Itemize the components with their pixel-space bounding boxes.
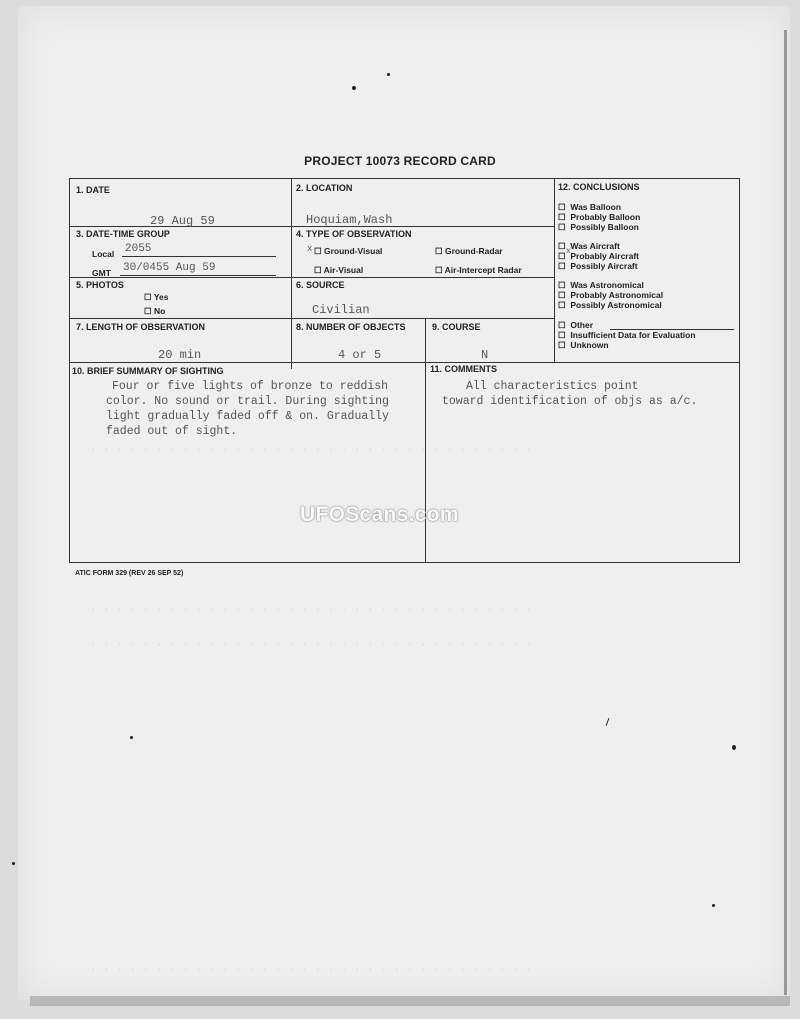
card-title: PROJECT 10073 RECORD CARD [304, 154, 496, 168]
speck [712, 904, 715, 907]
length-value: 20 min [158, 348, 202, 362]
summary-line: light gradually faded off & on. Gradually [106, 410, 389, 423]
summary-label: 10. BRIEF SUMMARY OF SIGHTING [72, 366, 224, 376]
conclusion-probably-balloon[interactable]: ☐ Probably Balloon [558, 212, 641, 222]
location-label: 2. LOCATION [296, 183, 353, 193]
checkbox-icon: ☐ [144, 306, 152, 316]
underline [120, 275, 276, 276]
comments-line: toward identification of objs as a/c. [442, 395, 698, 408]
bleed-through-text: · · · · · · · · · · · · · · · · · · · · · · · · · · · · · · · · · · [90, 445, 533, 457]
divider [554, 179, 555, 362]
divider [70, 277, 554, 278]
checkbox-icon: ☐ [558, 222, 566, 232]
checkbox-icon: ☐ [558, 280, 566, 290]
checkbox-icon: ☐ [558, 202, 566, 212]
photos-yes-checkbox[interactable]: ☐ Yes [144, 292, 169, 302]
bleed-through-text: · · · · · · · · · · · · · · · · · · · · · · · · · · · · · · · · · · [90, 605, 533, 617]
comments-line: All characteristics point [466, 380, 639, 393]
date-label: 1. DATE [76, 185, 110, 195]
conclusion-other[interactable]: ☐ Other [558, 320, 594, 330]
local-time-value: 2055 [125, 243, 152, 255]
type-mark: x [307, 244, 313, 254]
checkbox-icon: ☐ [558, 212, 566, 222]
checkbox-icon: ☐ [558, 320, 566, 330]
divider [70, 362, 739, 363]
local-label: Local [92, 249, 115, 259]
checkbox-icon: ☐ [558, 251, 566, 261]
course-label: 9. COURSE [432, 322, 481, 332]
conclusion-was-astronomical[interactable]: ☐ Was Astronomical [558, 280, 644, 290]
course-value: N [481, 348, 489, 362]
dtg-label: 3. DATE-TIME GROUP [76, 229, 170, 239]
conclusion-insufficient-data[interactable]: ☐ Insufficient Data for Evaluation [558, 330, 696, 340]
bleed-through-text: · · · · · · · · · · · · · · · · · · · · · · · · · · · · · · · · · · [90, 640, 533, 652]
divider [70, 318, 554, 319]
conclusion-unknown[interactable]: ☐ Unknown [558, 340, 609, 350]
checkbox-icon: ☐ [558, 290, 566, 300]
checkbox-icon: ☐ [435, 246, 443, 256]
summary-text [106, 379, 432, 439]
checkbox-icon: ☐ [558, 261, 566, 271]
location-value: Hoquiam,Wash [306, 213, 393, 227]
form-number: ATIC FORM 329 (REV 26 SEP 52) [75, 570, 184, 577]
photos-no-checkbox[interactable]: ☐ No [144, 306, 166, 316]
checkbox-icon: ☐ [144, 292, 152, 302]
checkbox-icon: ☐ [314, 265, 322, 275]
gmt-label: GMT [92, 268, 111, 278]
checkbox-icon: ☐ [558, 241, 566, 251]
bleed-through-text: · · · · · · · · · · · · · · · · · · · · · · · · · · · · · · · · · · [90, 965, 533, 977]
conclusion-possibly-astronomical[interactable]: ☐ Possibly Astronomical [558, 300, 662, 310]
speck [387, 73, 390, 76]
speck [732, 745, 736, 750]
speck [12, 862, 15, 865]
air-intercept-radar-checkbox[interactable]: ☐ Air-Intercept Radar [435, 265, 522, 275]
objects-label: 8. NUMBER OF OBJECTS [296, 322, 406, 332]
checkbox-icon: ☐ [558, 340, 566, 350]
source-value: Civilian [312, 303, 370, 317]
objects-value: 4 or 5 [338, 348, 382, 362]
divider [425, 318, 426, 362]
speck [130, 736, 133, 739]
conclusion-probably-astronomical[interactable]: ☐ Probably Astronomical [558, 290, 664, 300]
conclusion-possibly-balloon[interactable]: ☐ Possibly Balloon [558, 222, 639, 232]
conclusions-label: 12. CONCLUSIONS [558, 182, 640, 192]
comments-label: 11. COMMENTS [430, 364, 498, 374]
conclusion-mark: x [566, 247, 571, 256]
type-observation-label: 4. TYPE OF OBSERVATION [296, 229, 412, 239]
conclusion-possibly-aircraft[interactable]: ☐ Possibly Aircraft [558, 261, 638, 271]
air-visual-checkbox[interactable]: ☐ Air-Visual [314, 265, 364, 275]
summary-line: faded out of sight. [106, 425, 238, 438]
conclusion-probably-aircraft[interactable]: ☐ Probably Aircraft [558, 251, 640, 261]
underline [122, 256, 276, 257]
checkbox-icon: ☐ [558, 300, 566, 310]
checkbox-icon: ☐ [314, 246, 322, 256]
conclusion-was-balloon[interactable]: ☐ Was Balloon [558, 202, 622, 212]
source-label: 6. SOURCE [296, 280, 345, 290]
page-edge-shadow [784, 30, 787, 995]
date-value: 29 Aug 59 [150, 214, 215, 228]
length-label: 7. LENGTH OF OBSERVATION [76, 322, 206, 332]
checkbox-icon: ☐ [558, 330, 566, 340]
comments-text [442, 379, 742, 409]
checkbox-icon: ☐ [435, 265, 443, 275]
ground-visual-checkbox[interactable]: ☐ Ground-Visual [314, 246, 383, 256]
divider [291, 179, 292, 369]
conclusion-was-aircraft[interactable]: ☐ Was Aircraft [558, 241, 620, 251]
photos-label: 5. PHOTOS [76, 280, 124, 290]
watermark: UFOScans.com [300, 503, 459, 526]
summary-line: color. No sound or trail. During sighting [106, 395, 389, 408]
speck [352, 86, 356, 90]
page-bottom-shadow [30, 996, 790, 1006]
ground-radar-checkbox[interactable]: ☐ Ground-Radar [435, 246, 503, 256]
gmt-time-value: 30/0455 Aug 59 [123, 262, 216, 274]
summary-line: Four or five lights of bronze to reddish [112, 380, 389, 393]
